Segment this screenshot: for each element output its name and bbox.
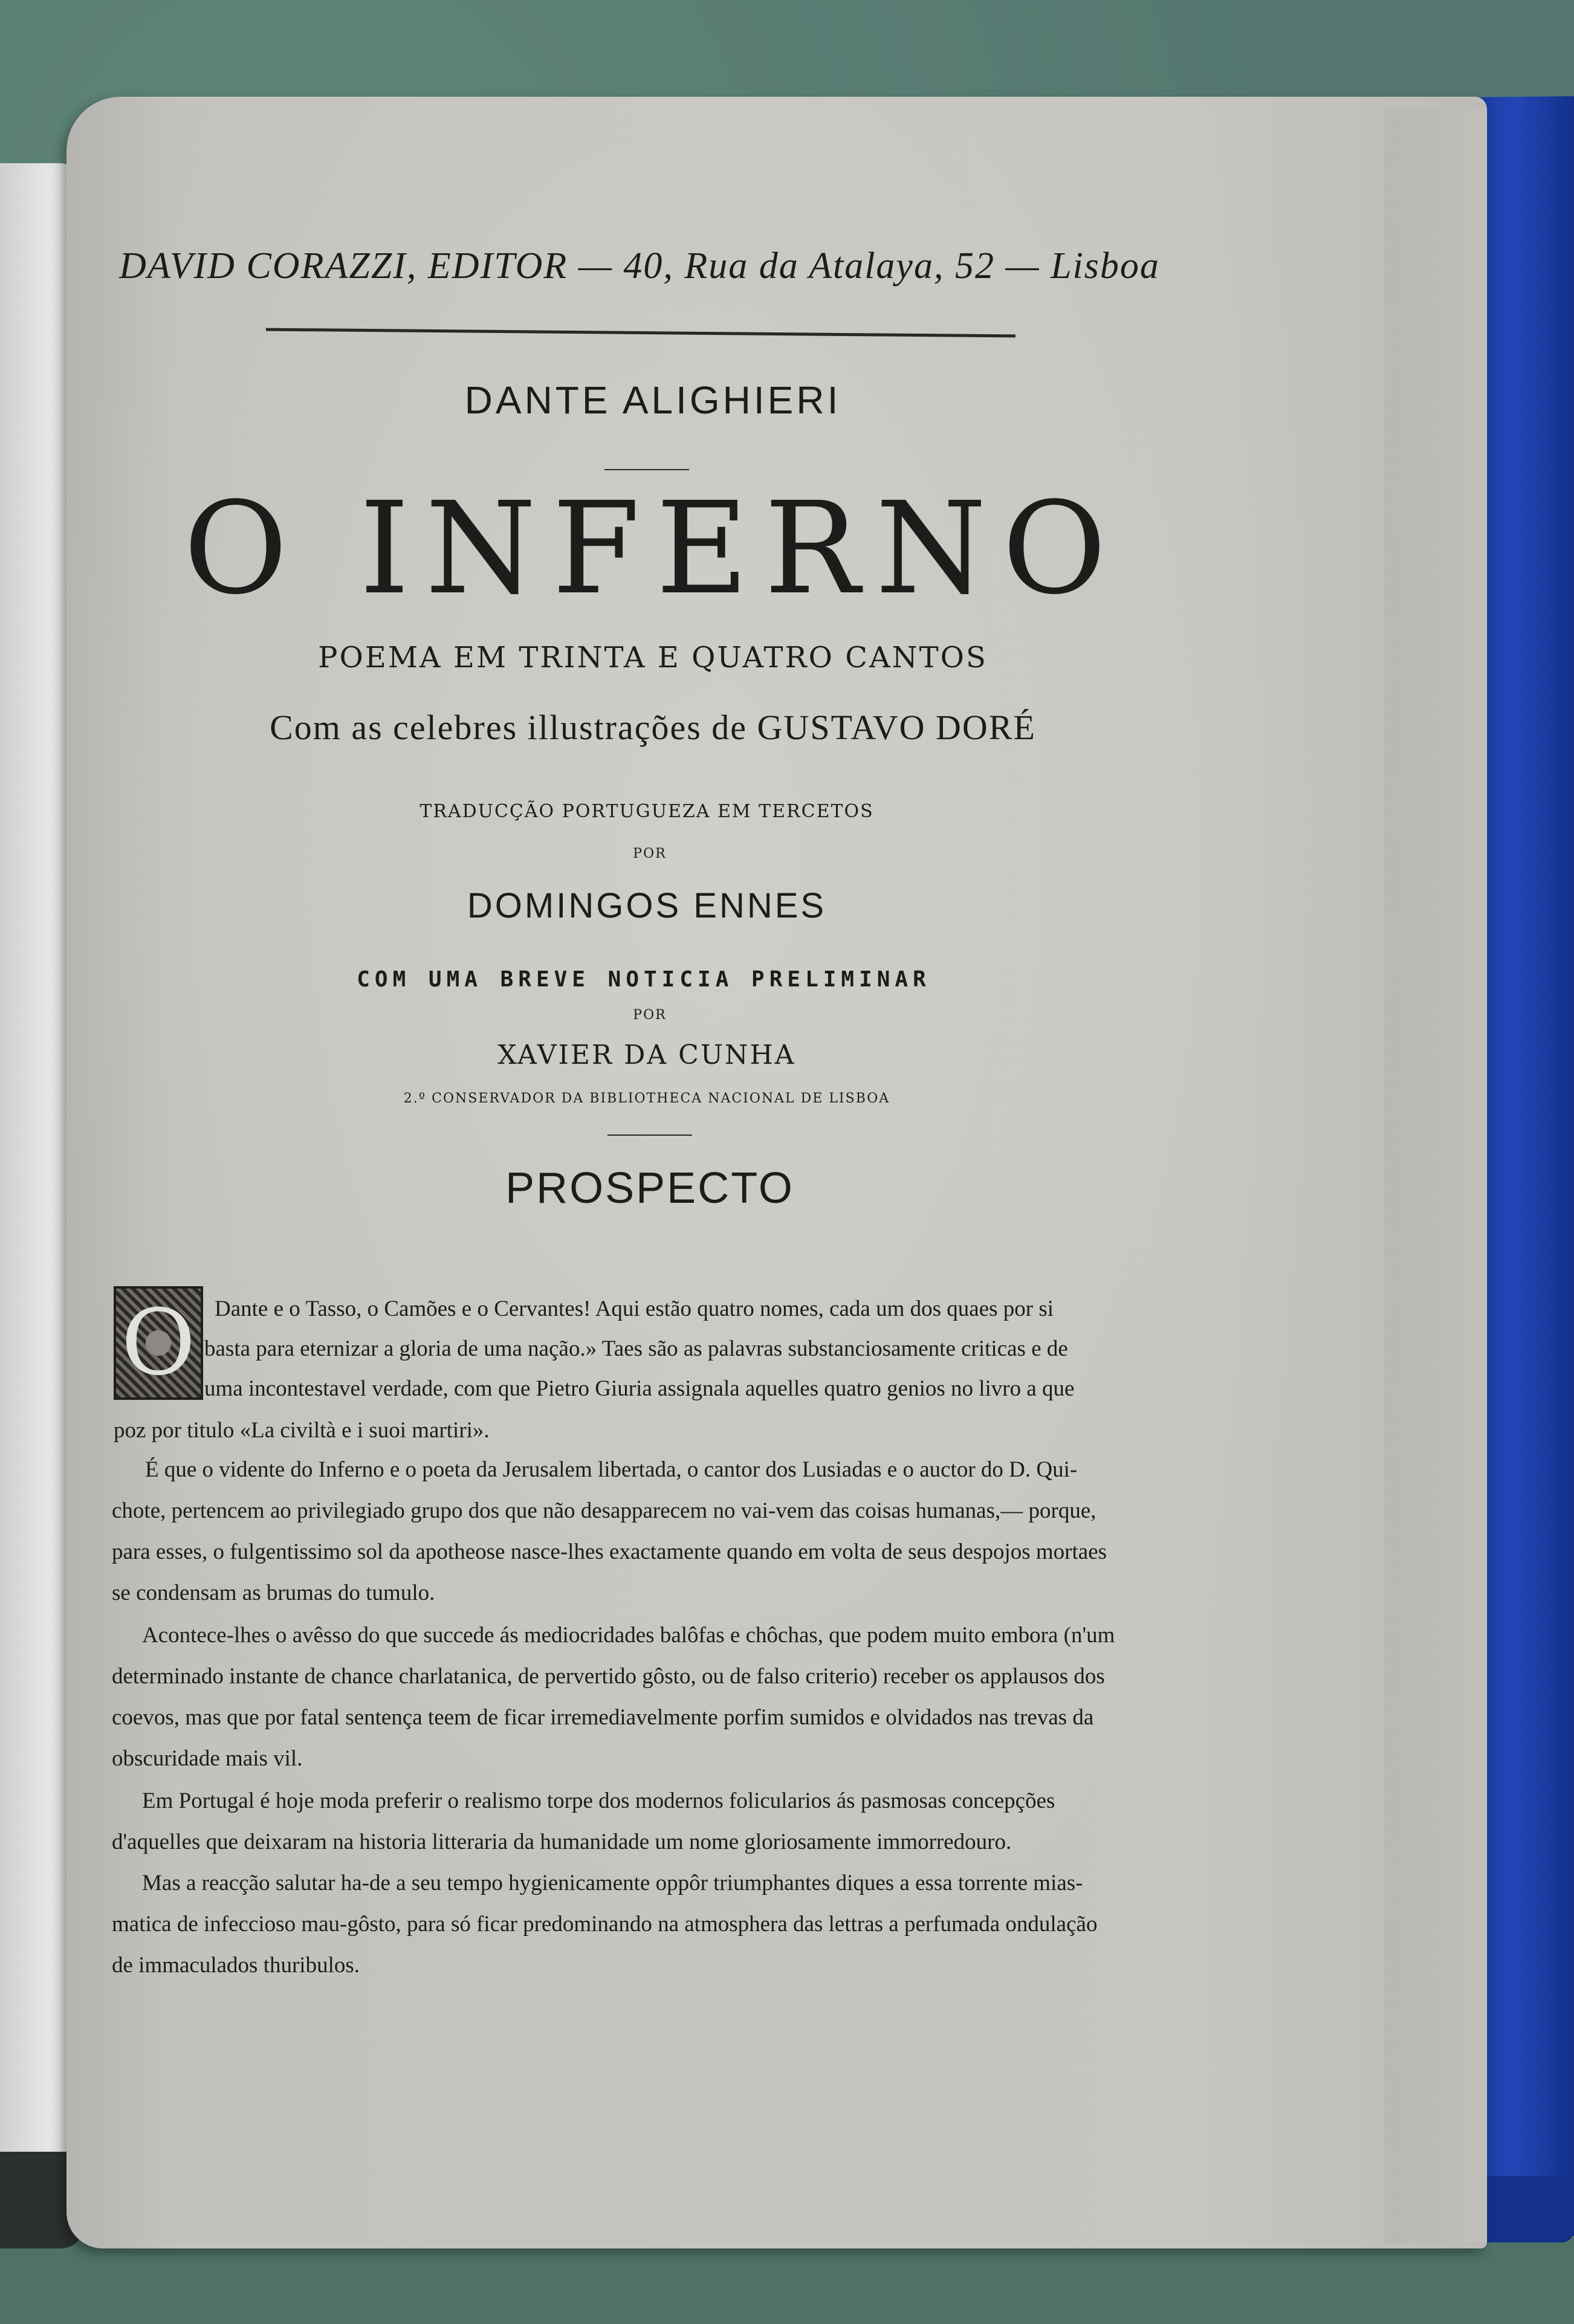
drop-cap-ornament [114,1286,203,1400]
translation-note: TRADUCÇÃO PORTUGUEZA EM TERCETOS [419,801,874,822]
by-label-2: POR [633,1008,667,1023]
body-line: matica de infeccioso mau-gôsto, para só ficar predominando na atmosphera das lettras a perfumada ondulação [112,1912,1098,1937]
section-heading: PROSPECTO [505,1164,794,1212]
body-line: determinado instante de chance charlatanica, de pervertido gôsto, ou de falso criterio) receber os applausos dos [112,1664,1105,1689]
book-title: O INFERNO [183,474,1122,623]
body-line: coevos, mas que por fatal sentença teem de ficar irremediavelmente porfim sumidos e olvidados nas trevas da [112,1705,1094,1730]
author-name: DANTE ALIGHIERI [464,378,841,422]
body-line: Dante e o Tasso, o Camões e o Cervantes! Aqui estão quatro nomes, cada um dos quaes por si [215,1296,1054,1321]
by-label: POR [633,846,667,861]
body-line: Em Portugal é hoje moda preferir o realismo torpe dos modernos folicularios ás pasmosas concepções [142,1788,1055,1813]
body-line: É que o vidente do Inferno e o poeta da Jerusalem libertada, o cantor dos Lusiadas e o auctor do D. Qui- [145,1457,1078,1482]
book-cover [1475,96,1574,2237]
drop-cap-letter: O [121,1290,196,1396]
body-line: basta para eternizar a gloria de uma nação.» Taes são as palavras substanciosamente criticas e de [204,1336,1068,1361]
body-line: uma incontestavel verdade, com que Pietro Giuria assignala aquelles quatro genios no livro a que [204,1376,1075,1401]
body-line: chote, pertencem ao privilegiado grupo dos que não desapparecem no vai-vem das coisas humanas,— porque, [112,1498,1096,1523]
body-line: d'aquelles que deixaram na historia litteraria da humanidade um nome gloriosamente immorredouro. [112,1830,1012,1854]
illustrations-credit: Com as celebres illustrações de GUSTAVO DORÉ [270,708,1036,747]
body-line: se condensam as brumas do tumulo. [112,1581,435,1605]
notice-author: XAVIER DA CUNHA [497,1040,796,1070]
body-line: para esses, o fulgentissimo sol da apotheose nasce-lhes exactamente quando em volta de seus despojos mortaes [112,1539,1107,1564]
section-rule [607,1134,692,1136]
publisher-line: DAVID CORAZZI, EDITOR — 40, Rua da Atalaya, 52 — Lisboa [119,245,1160,286]
body-line: Acontece-lhes o avêsso do que succede ás mediocridades balôfas e chôchas, que podem muito embora (n'um [142,1623,1115,1648]
page-fold-shadow [1384,109,1488,2242]
book-subtitle: POEMA EM TRINTA E QUATRO CANTOS [318,641,988,675]
body-line: de immaculados thuribulos. [112,1953,360,1978]
preliminary-notice: COM UMA BREVE NOTICIA PRELIMINAR [357,967,931,992]
body-line: poz por titulo «La civiltà e i suoi martiri». [114,1418,490,1443]
author-rule [604,469,689,470]
translator-name: DOMINGOS ENNES [467,886,827,925]
body-line: Mas a reacção salutar ha-de a seu tempo hygienicamente oppôr triumphantes diques a essa torrente mias- [142,1871,1083,1895]
notice-author-role: 2.º CONSERVADOR DA BIBLIOTHECA NACIONAL DE LISBOA [403,1091,890,1106]
body-line: obscuridade mais vil. [112,1746,303,1771]
